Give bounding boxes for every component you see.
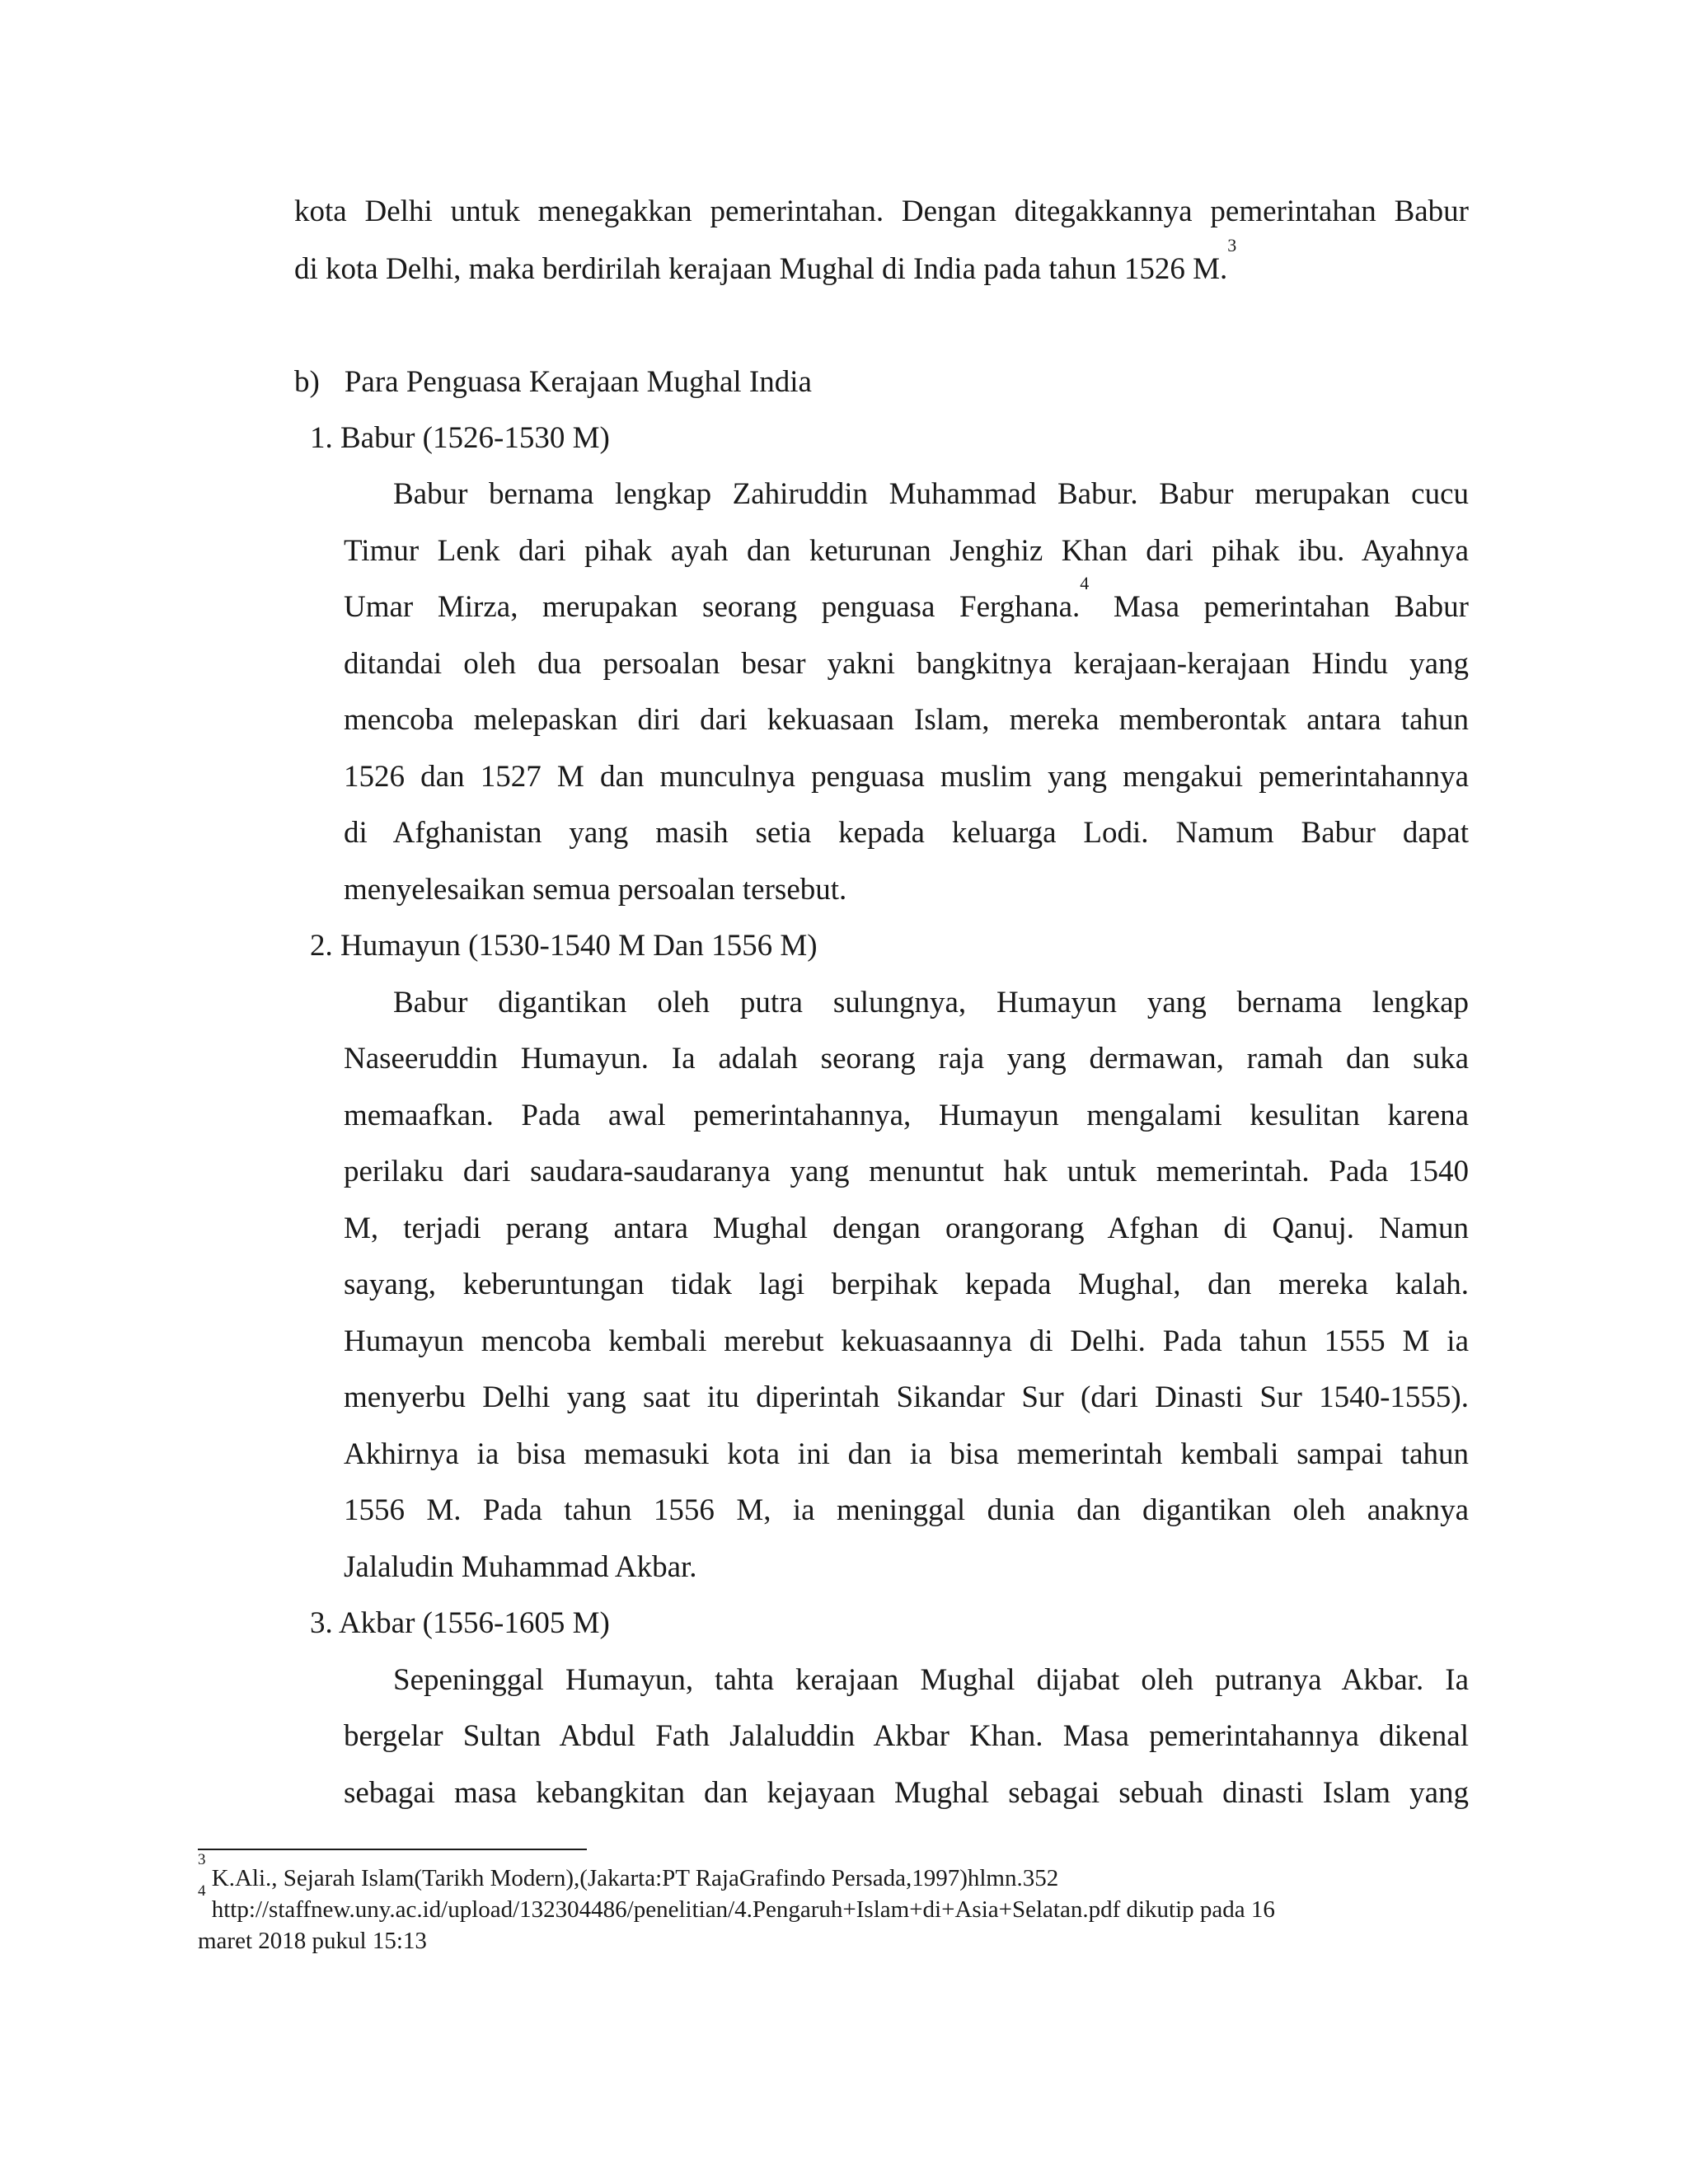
footnote-link[interactable]: http://staffnew.uny.ac.id/upload/132304486/penelitian/4.Pengaruh+Islam+di+Asia+Selatan.pdf dikutip pada 16: [205, 1896, 1275, 1923]
text-line: Timur Lenk dari pihak ayah dan keturunan Jenghiz Khan dari pihak ibu. Ayahnya: [344, 534, 1469, 568]
text-line: mencoba melepaskan diri dari kekuasaan Islam, mereka memberontak antara tahun: [344, 703, 1469, 737]
text-line: 1526 dan 1527 M dan munculnya penguasa muslim yang mengakui pemerintahannya: [344, 760, 1469, 794]
text-line: bergelar Sultan Abdul Fath Jalaluddin Akbar Khan. Masa pemerintahannya dikenal: [344, 1719, 1469, 1753]
section-heading: [294, 363, 812, 401]
text-line: Jalaludin Muhammad Akbar.: [344, 1550, 697, 1584]
text-line: di Afghanistan yang masih setia kepada keluarga Lodi. Namum Babur dapat: [344, 816, 1469, 850]
text-line: di kota Delhi, maka berdirilah kerajaan Mughal di India pada tahun 1526 M.$^3$: [294, 235, 1237, 286]
text-line: Babur digantikan oleh putra sulungnya, Humayun yang bernama lengkap: [393, 986, 1469, 1019]
text-line: ditandai oleh dua persoalan besar yakni bangkitnya kerajaan-kerajaan Hindu yang: [344, 647, 1469, 681]
text-line: Babur bernama lengkap Zahiruddin Muhammad Babur. Babur merupakan cucu: [393, 477, 1469, 511]
footnote: $^3$ K.Ali., Sejarah Islam(Tarikh Modern),(Jakarta:PT RajaGrafindo Persada,1997)hlmn.352: [198, 1851, 1059, 1891]
ruler-heading: 2. Humayun (1530-1540 M Dan 1556 M): [310, 929, 818, 963]
footnote-continuation: maret 2018 pukul 15:13: [198, 1928, 427, 1954]
text-line: perilaku dari saudara-saudaranya yang menuntut hak untuk memerintah. Pada 1540: [344, 1155, 1469, 1188]
ruler-heading: 3. Akbar (1556-1605 M): [310, 1606, 610, 1640]
text-line: Humayun mencoba kembali merebut kekuasaannya di Delhi. Pada tahun 1555 M ia: [344, 1324, 1469, 1358]
text-line: sebagai masa kebangkitan dan kejayaan Mughal sebagai sebuah dinasti Islam yang: [344, 1776, 1469, 1810]
text-line: kota Delhi untuk menegakkan pemerintahan. Dengan ditegakkannya pemerintahan Babur: [294, 194, 1469, 228]
text-line: sayang, keberuntungan tidak lagi berpihak kepada Mughal, dan mereka kalah.: [344, 1268, 1469, 1301]
footnote-number: 4: [198, 1882, 206, 1900]
footnote-separator: [198, 1849, 587, 1850]
ruler-heading: 1. Babur (1526-1530 M): [310, 421, 610, 455]
text-line: menyelesaikan semua persoalan tersebut.: [344, 873, 847, 907]
text-line: Naseeruddin Humayun. Ia adalah seorang raja yang dermawan, ramah dan suka: [344, 1042, 1469, 1076]
text-line: Umar Mirza, merupakan seorang penguasa Ferghana.$^4$ Masa pemerintahan Babur: [344, 573, 1469, 624]
text-line: 1556 M. Pada tahun 1556 M, ia meninggal dunia dan digantikan oleh anaknya: [344, 1493, 1469, 1527]
section-title: Para Penguasa Kerajaan Mughal India: [344, 365, 812, 399]
text-line: Akhirnya ia bisa memasuki kota ini dan ia bisa memerintah kembali sampai tahun: [344, 1437, 1469, 1471]
footnote-number: 3: [198, 1851, 206, 1868]
footnote-ref[interactable]: 4: [1080, 573, 1090, 593]
footnote-ref[interactable]: 3: [1227, 235, 1237, 255]
text-line: Sepeninggal Humayun, tahta kerajaan Mughal dijabat oleh putranya Akbar. Ia: [393, 1663, 1469, 1697]
text-line: memaafkan. Pada awal pemerintahannya, Humayun mengalami kesulitan karena: [344, 1099, 1469, 1132]
text-line: M, terjadi perang antara Mughal dengan orangorang Afghan di Qanuj. Namun: [344, 1212, 1469, 1245]
section-marker: b): [294, 365, 320, 399]
text-line: menyerbu Delhi yang saat itu diperintah Sikandar Sur (dari Dinasti Sur 1540-1555).: [344, 1380, 1469, 1414]
footnote: [198, 1882, 1275, 1924]
